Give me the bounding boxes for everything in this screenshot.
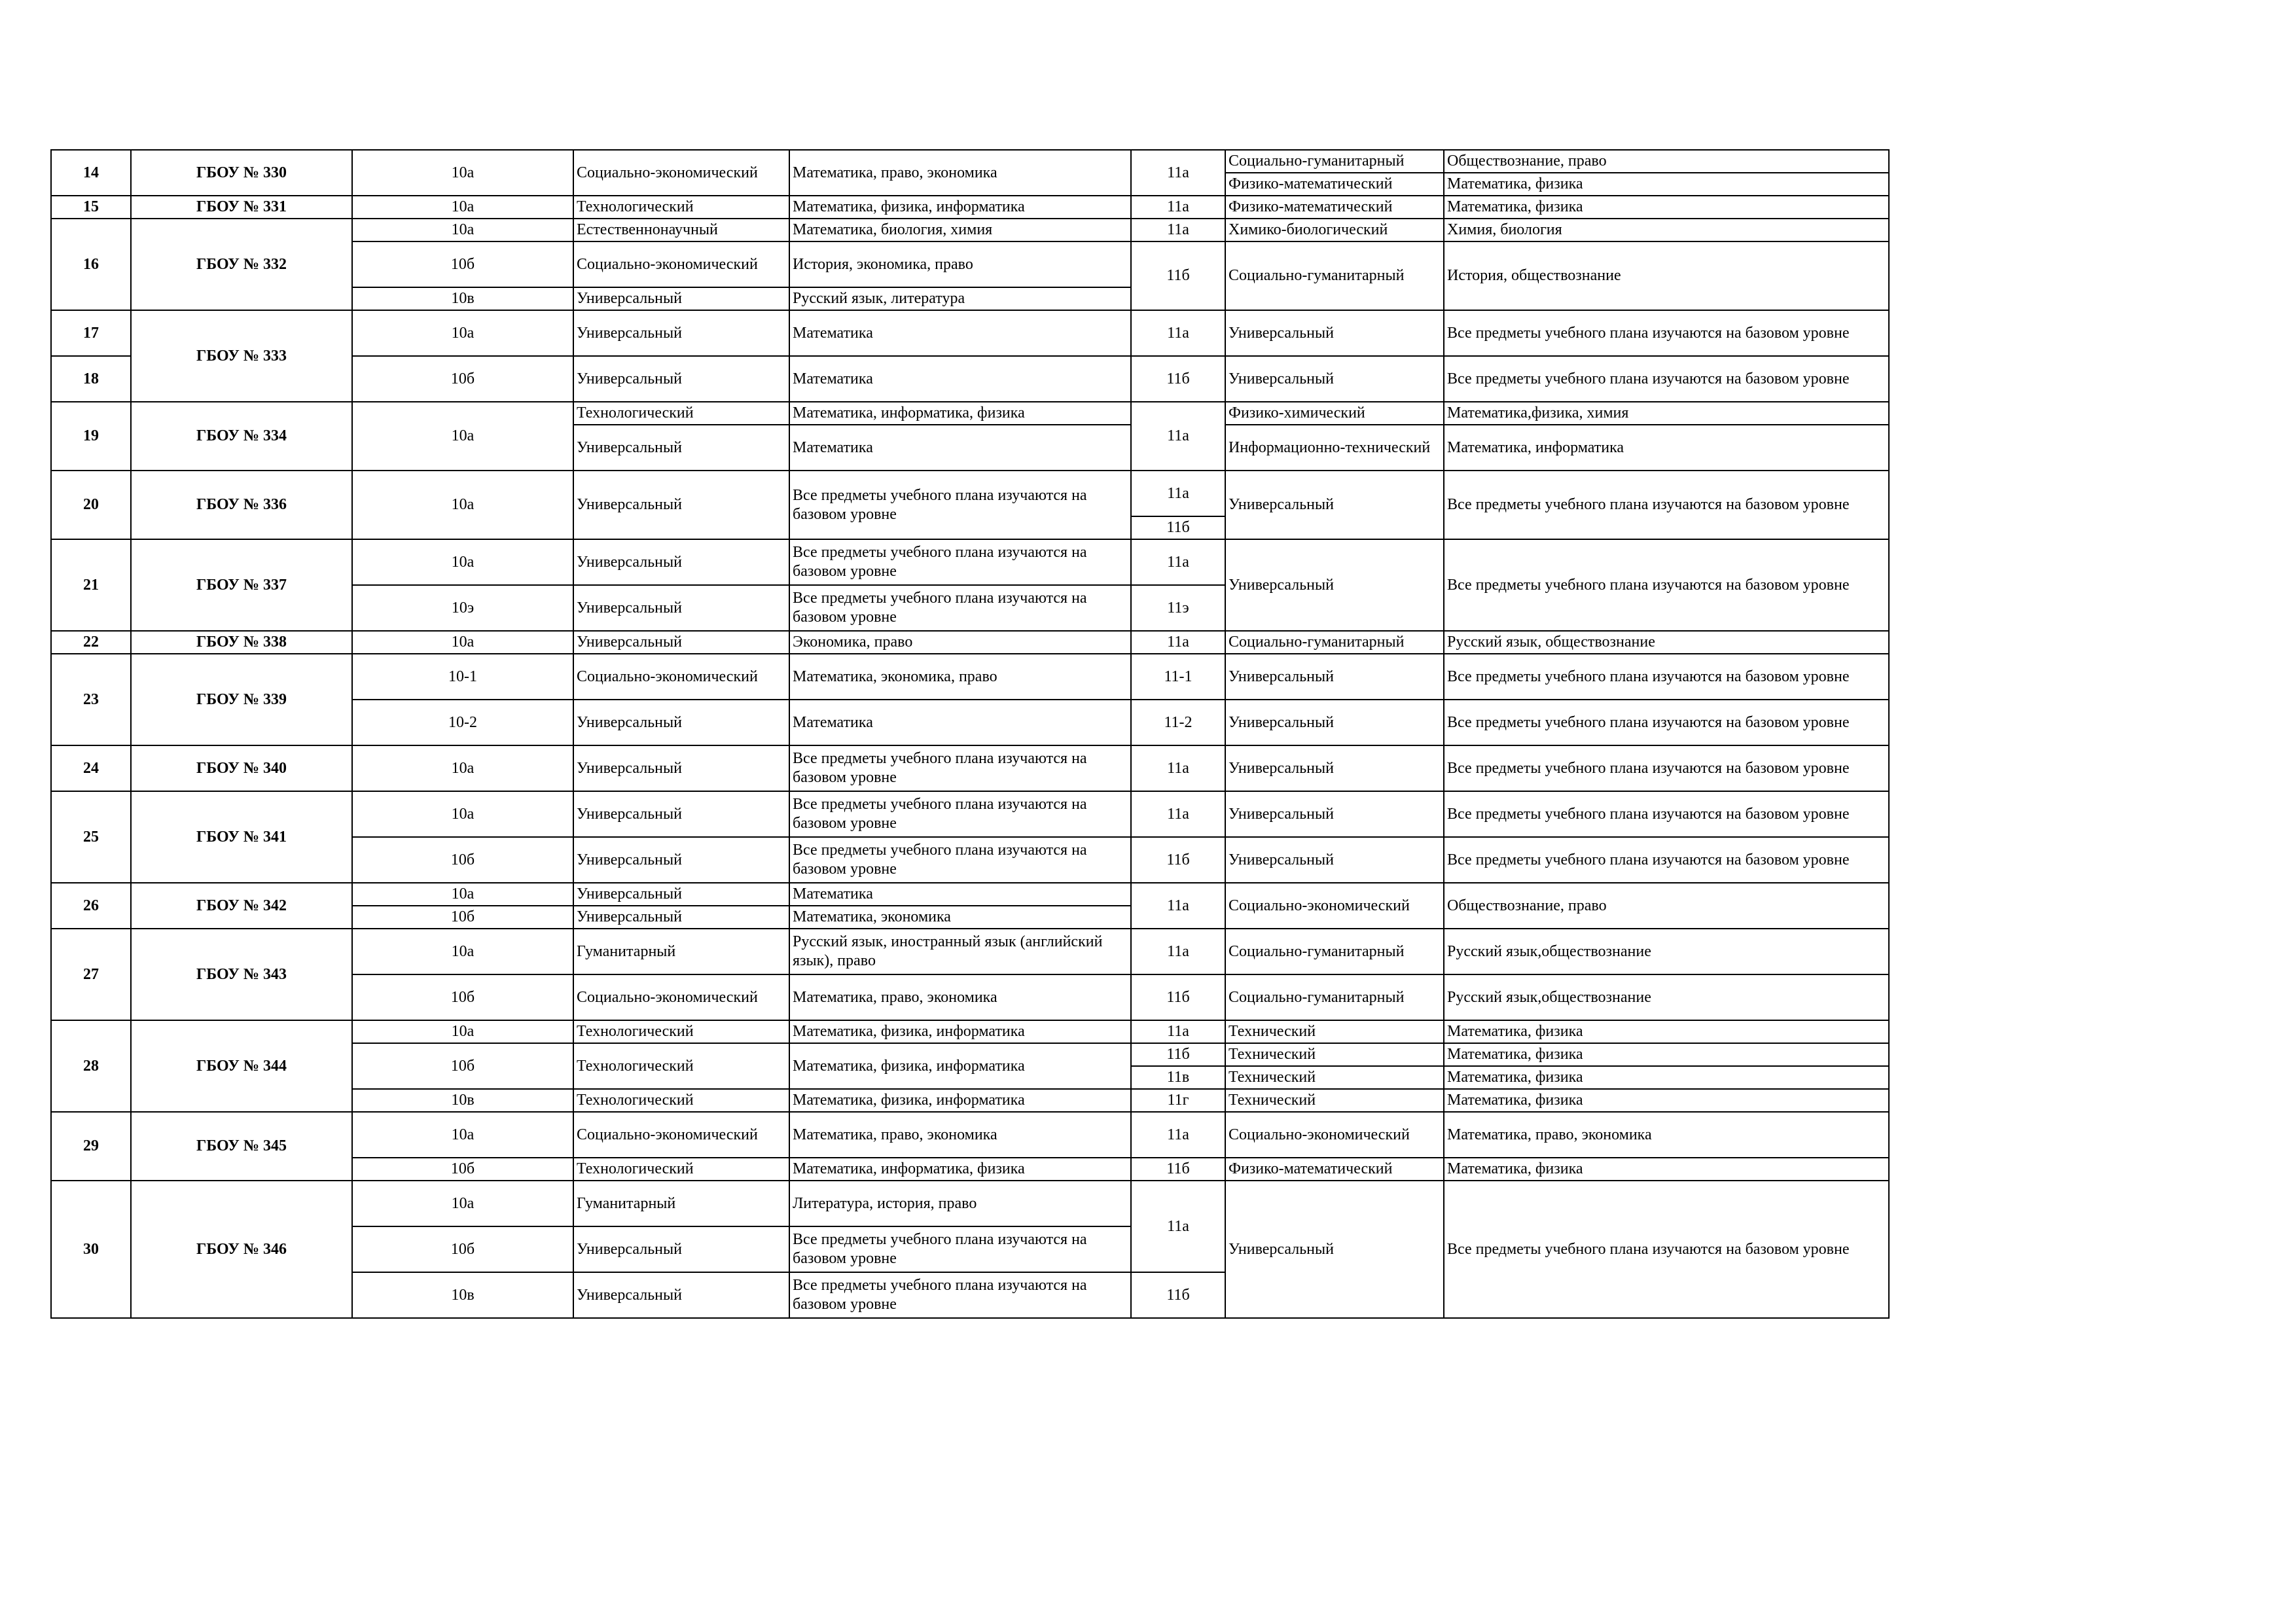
- grade10-profile: Социально-экономический: [573, 654, 789, 700]
- grade10-subjects: Математика: [789, 700, 1131, 745]
- grade11-subjects: Все предметы учебного плана изучаются на базовом уровне: [1444, 745, 1889, 791]
- grade11-class: 11а: [1131, 1112, 1225, 1158]
- grade10-class: 10а: [352, 310, 573, 356]
- grade11-class: 11э: [1131, 585, 1225, 631]
- grade11-class: 11а: [1131, 631, 1225, 654]
- grade11-subjects: Обществознание, право: [1444, 883, 1889, 929]
- row-number: 24: [51, 745, 131, 791]
- grade11-class: 11а: [1131, 883, 1225, 929]
- grade10-profile: Универсальный: [573, 883, 789, 906]
- grade11-profile: Социально-гуманитарный: [1225, 150, 1444, 173]
- grade10-class: 10б: [352, 241, 573, 287]
- grade11-subjects: Математика, право, экономика: [1444, 1112, 1889, 1158]
- grade11-class: 11а: [1131, 196, 1225, 219]
- row-number: 15: [51, 196, 131, 219]
- grade10-subjects: Математика, экономика, право: [789, 654, 1131, 700]
- grade11-class: 11а: [1131, 310, 1225, 356]
- grade11-profile: Физико-математический: [1225, 1158, 1444, 1181]
- grade11-class: 11а: [1131, 219, 1225, 241]
- school-name: ГБОУ № 338: [131, 631, 352, 654]
- grade10-subjects: Математика: [789, 425, 1131, 471]
- grade10-subjects: Математика, физика, информатика: [789, 1043, 1131, 1089]
- grade11-class: 11-1: [1131, 654, 1225, 700]
- grade10-class: 10б: [352, 974, 573, 1020]
- grade10-class: 10б: [352, 1043, 573, 1089]
- grade10-subjects: Все предметы учебного плана изучаются на базовом уровне: [789, 539, 1131, 585]
- row-number: 18: [51, 356, 131, 402]
- grade10-class: 10в: [352, 1089, 573, 1112]
- grade10-subjects: Все предметы учебного плана изучаются на базовом уровне: [789, 745, 1131, 791]
- grade10-class: 10а: [352, 1112, 573, 1158]
- grade11-subjects: История, обществознание: [1444, 241, 1889, 310]
- grade11-profile: Технический: [1225, 1066, 1444, 1089]
- grade10-profile: Универсальный: [573, 310, 789, 356]
- grade11-class: 11а: [1131, 791, 1225, 837]
- grade11-profile: Универсальный: [1225, 310, 1444, 356]
- grade11-profile: Физико-математический: [1225, 196, 1444, 219]
- row-number: 30: [51, 1181, 131, 1318]
- grade10-class: 10в: [352, 1272, 573, 1318]
- grade10-subjects: История, экономика, право: [789, 241, 1131, 287]
- grade11-profile: Универсальный: [1225, 471, 1444, 539]
- grade11-subjects: Все предметы учебного плана изучаются на базовом уровне: [1444, 539, 1889, 631]
- grade10-class: 10-1: [352, 654, 573, 700]
- grade10-profile: Универсальный: [573, 791, 789, 837]
- grade10-class: 10б: [352, 837, 573, 883]
- grade11-profile: Социально-экономический: [1225, 883, 1444, 929]
- grade10-subjects: Математика: [789, 356, 1131, 402]
- grade11-class: 11а: [1131, 471, 1225, 516]
- grade11-class: 11-2: [1131, 700, 1225, 745]
- grade10-profile: Универсальный: [573, 539, 789, 585]
- grade11-subjects: Математика, физика: [1444, 1043, 1889, 1066]
- grade10-subjects: Все предметы учебного плана изучаются на базовом уровне: [789, 471, 1131, 539]
- grade11-subjects: Математика, физика: [1444, 196, 1889, 219]
- grade11-subjects: Математика, физика: [1444, 1158, 1889, 1181]
- grade11-subjects: Математика, информатика: [1444, 425, 1889, 471]
- grade11-subjects: Математика, физика: [1444, 1020, 1889, 1043]
- grade11-profile: Универсальный: [1225, 700, 1444, 745]
- grade10-class: 10а: [352, 1181, 573, 1226]
- grade10-class: 10а: [352, 745, 573, 791]
- grade10-subjects: Математика, информатика, физика: [789, 402, 1131, 425]
- grade10-subjects: Математика, право, экономика: [789, 974, 1131, 1020]
- grade11-profile: Физико-химический: [1225, 402, 1444, 425]
- grade11-profile: Универсальный: [1225, 1181, 1444, 1318]
- school-name: ГБОУ № 343: [131, 929, 352, 1020]
- school-name: ГБОУ № 346: [131, 1181, 352, 1318]
- school-name: ГБОУ № 333: [131, 310, 352, 402]
- grade10-subjects: Математика, физика, информатика: [789, 196, 1131, 219]
- grade11-class: 11а: [1131, 745, 1225, 791]
- grade10-subjects: Математика, физика, информатика: [789, 1089, 1131, 1112]
- grade11-class: 11а: [1131, 1020, 1225, 1043]
- grade11-profile: Социально-экономический: [1225, 1112, 1444, 1158]
- grade10-class: 10б: [352, 1226, 573, 1272]
- grade11-profile: Универсальный: [1225, 837, 1444, 883]
- grade11-subjects: Все предметы учебного плана изучаются на базовом уровне: [1444, 700, 1889, 745]
- grade10-subjects: Математика: [789, 883, 1131, 906]
- grade10-subjects: Все предметы учебного плана изучаются на базовом уровне: [789, 1272, 1131, 1318]
- grade11-class: 11в: [1131, 1066, 1225, 1089]
- grade11-class: 11б: [1131, 516, 1225, 539]
- school-name: ГБОУ № 341: [131, 791, 352, 883]
- grade11-profile: Социально-гуманитарный: [1225, 241, 1444, 310]
- grade11-subjects: Все предметы учебного плана изучаются на базовом уровне: [1444, 791, 1889, 837]
- grade11-subjects: Математика, физика: [1444, 1089, 1889, 1112]
- row-number: 23: [51, 654, 131, 745]
- grade10-profile: Универсальный: [573, 425, 789, 471]
- grade11-profile: Универсальный: [1225, 791, 1444, 837]
- school-name: ГБОУ № 340: [131, 745, 352, 791]
- grade11-subjects: Все предметы учебного плана изучаются на базовом уровне: [1444, 654, 1889, 700]
- grade10-subjects: Математика, экономика: [789, 906, 1131, 929]
- grade11-class: 11б: [1131, 837, 1225, 883]
- grade10-class: 10а: [352, 471, 573, 539]
- grade10-class: 10а: [352, 791, 573, 837]
- grade10-class: 10а: [352, 219, 573, 241]
- row-number: 25: [51, 791, 131, 883]
- row-number: 16: [51, 219, 131, 310]
- grade10-subjects: Математика, информатика, физика: [789, 1158, 1131, 1181]
- grade11-profile: Физико-математический: [1225, 173, 1444, 196]
- grade10-profile: Универсальный: [573, 585, 789, 631]
- grade10-subjects: Экономика, право: [789, 631, 1131, 654]
- grade10-profile: Гуманитарный: [573, 929, 789, 974]
- grade11-profile: Социально-гуманитарный: [1225, 631, 1444, 654]
- grade11-class: 11а: [1131, 150, 1225, 196]
- grade10-profile: Универсальный: [573, 700, 789, 745]
- grade10-subjects: Русский язык, литература: [789, 287, 1131, 310]
- grade11-class: 11а: [1131, 1181, 1225, 1272]
- grade11-profile: Универсальный: [1225, 356, 1444, 402]
- school-name: ГБОУ № 344: [131, 1020, 352, 1112]
- school-name: ГБОУ № 342: [131, 883, 352, 929]
- row-number: 29: [51, 1112, 131, 1181]
- grade11-profile: Технический: [1225, 1043, 1444, 1066]
- grade10-profile: Социально-экономический: [573, 241, 789, 287]
- grade10-class: 10а: [352, 196, 573, 219]
- school-name: ГБОУ № 332: [131, 219, 352, 310]
- grade10-subjects: Математика, биология, химия: [789, 219, 1131, 241]
- grade11-subjects: Химия, биология: [1444, 219, 1889, 241]
- row-number: 22: [51, 631, 131, 654]
- grade11-class: 11б: [1131, 1272, 1225, 1318]
- grade11-subjects: Русский язык,обществознание: [1444, 974, 1889, 1020]
- grade10-class: 10а: [352, 402, 573, 471]
- school-name: ГБОУ № 337: [131, 539, 352, 631]
- grade11-profile: Универсальный: [1225, 539, 1444, 631]
- grade10-profile: Гуманитарный: [573, 1181, 789, 1226]
- grade10-profile: Универсальный: [573, 287, 789, 310]
- grade10-class: 10б: [352, 356, 573, 402]
- grade10-class: 10а: [352, 631, 573, 654]
- row-number: 17: [51, 310, 131, 356]
- grade11-profile: Универсальный: [1225, 745, 1444, 791]
- grade10-profile: Технологический: [573, 1089, 789, 1112]
- grade11-subjects: Все предметы учебного плана изучаются на базовом уровне: [1444, 837, 1889, 883]
- school-profiles-table: [50, 149, 1890, 1319]
- row-number: 27: [51, 929, 131, 1020]
- grade11-subjects: Математика, физика: [1444, 1066, 1889, 1089]
- grade10-class: 10-2: [352, 700, 573, 745]
- grade10-subjects: Математика, физика, информатика: [789, 1020, 1131, 1043]
- grade11-class: 11а: [1131, 539, 1225, 585]
- grade10-profile: Универсальный: [573, 837, 789, 883]
- grade10-subjects: Математика, право, экономика: [789, 150, 1131, 196]
- grade10-subjects: Все предметы учебного плана изучаются на базовом уровне: [789, 1226, 1131, 1272]
- grade11-class: 11а: [1131, 402, 1225, 471]
- grade10-subjects: Математика: [789, 310, 1131, 356]
- grade10-class: 10в: [352, 287, 573, 310]
- grade10-class: 10а: [352, 539, 573, 585]
- grade10-profile: Универсальный: [573, 1272, 789, 1318]
- grade11-subjects: Обществознание, право: [1444, 150, 1889, 173]
- row-number: 20: [51, 471, 131, 539]
- grade11-subjects: Все предметы учебного плана изучаются на базовом уровне: [1444, 310, 1889, 356]
- grade11-subjects: Русский язык,обществознание: [1444, 929, 1889, 974]
- row-number: 21: [51, 539, 131, 631]
- school-name: ГБОУ № 331: [131, 196, 352, 219]
- grade11-class: 11б: [1131, 241, 1225, 310]
- row-number: 26: [51, 883, 131, 929]
- grade10-class: 10а: [352, 883, 573, 906]
- grade11-class: 11г: [1131, 1089, 1225, 1112]
- school-name: ГБОУ № 345: [131, 1112, 352, 1181]
- grade10-profile: Естественнонаучный: [573, 219, 789, 241]
- row-number: 14: [51, 150, 131, 196]
- school-name: ГБОУ № 334: [131, 402, 352, 471]
- grade10-class: 10б: [352, 906, 573, 929]
- grade11-profile: Универсальный: [1225, 654, 1444, 700]
- grade11-subjects: Все предметы учебного плана изучаются на базовом уровне: [1444, 1181, 1889, 1318]
- grade10-profile: Технологический: [573, 1043, 789, 1089]
- grade10-profile: Технологический: [573, 1158, 789, 1181]
- grade10-profile: Универсальный: [573, 745, 789, 791]
- grade11-subjects: Русский язык, обществознание: [1444, 631, 1889, 654]
- grade10-class: 10а: [352, 150, 573, 196]
- grade10-profile: Универсальный: [573, 1226, 789, 1272]
- grade10-class: 10а: [352, 929, 573, 974]
- grade10-class: 10а: [352, 1020, 573, 1043]
- grade11-profile: Технический: [1225, 1020, 1444, 1043]
- grade11-profile: Информационно-технический: [1225, 425, 1444, 471]
- grade10-profile: Технологический: [573, 196, 789, 219]
- grade10-profile: Технологический: [573, 402, 789, 425]
- grade11-class: 11а: [1131, 929, 1225, 974]
- grade10-profile: Универсальный: [573, 471, 789, 539]
- grade11-class: 11б: [1131, 974, 1225, 1020]
- grade10-profile: Универсальный: [573, 631, 789, 654]
- grade10-profile: Универсальный: [573, 356, 789, 402]
- grade10-subjects: Русский язык, иностранный язык (английский язык), право: [789, 929, 1131, 974]
- grade11-subjects: Все предметы учебного плана изучаются на базовом уровне: [1444, 356, 1889, 402]
- grade11-profile: Химико-биологический: [1225, 219, 1444, 241]
- grade10-profile: Социально-экономический: [573, 150, 789, 196]
- grade11-class: 11б: [1131, 356, 1225, 402]
- grade10-subjects: Все предметы учебного плана изучаются на базовом уровне: [789, 837, 1131, 883]
- school-name: ГБОУ № 339: [131, 654, 352, 745]
- grade10-profile: Социально-экономический: [573, 974, 789, 1020]
- row-number: 28: [51, 1020, 131, 1112]
- school-name: ГБОУ № 330: [131, 150, 352, 196]
- row-number: 19: [51, 402, 131, 471]
- grade11-class: 11б: [1131, 1043, 1225, 1066]
- grade10-profile: Социально-экономический: [573, 1112, 789, 1158]
- grade11-subjects: Все предметы учебного плана изучаются на базовом уровне: [1444, 471, 1889, 539]
- grade10-profile: Универсальный: [573, 906, 789, 929]
- grade10-subjects: Литература, история, право: [789, 1181, 1131, 1226]
- grade11-class: 11б: [1131, 1158, 1225, 1181]
- grade11-profile: Технический: [1225, 1089, 1444, 1112]
- grade10-subjects: Все предметы учебного плана изучаются на базовом уровне: [789, 791, 1131, 837]
- grade10-class: 10б: [352, 1158, 573, 1181]
- grade10-profile: Технологический: [573, 1020, 789, 1043]
- school-name: ГБОУ № 336: [131, 471, 352, 539]
- grade11-profile: Социально-гуманитарный: [1225, 974, 1444, 1020]
- grade11-profile: Социально-гуманитарный: [1225, 929, 1444, 974]
- grade11-subjects: Математика, физика: [1444, 173, 1889, 196]
- grade10-subjects: Все предметы учебного плана изучаются на базовом уровне: [789, 585, 1131, 631]
- grade11-subjects: Математика,физика, химия: [1444, 402, 1889, 425]
- grade10-class: 10э: [352, 585, 573, 631]
- grade10-subjects: Математика, право, экономика: [789, 1112, 1131, 1158]
